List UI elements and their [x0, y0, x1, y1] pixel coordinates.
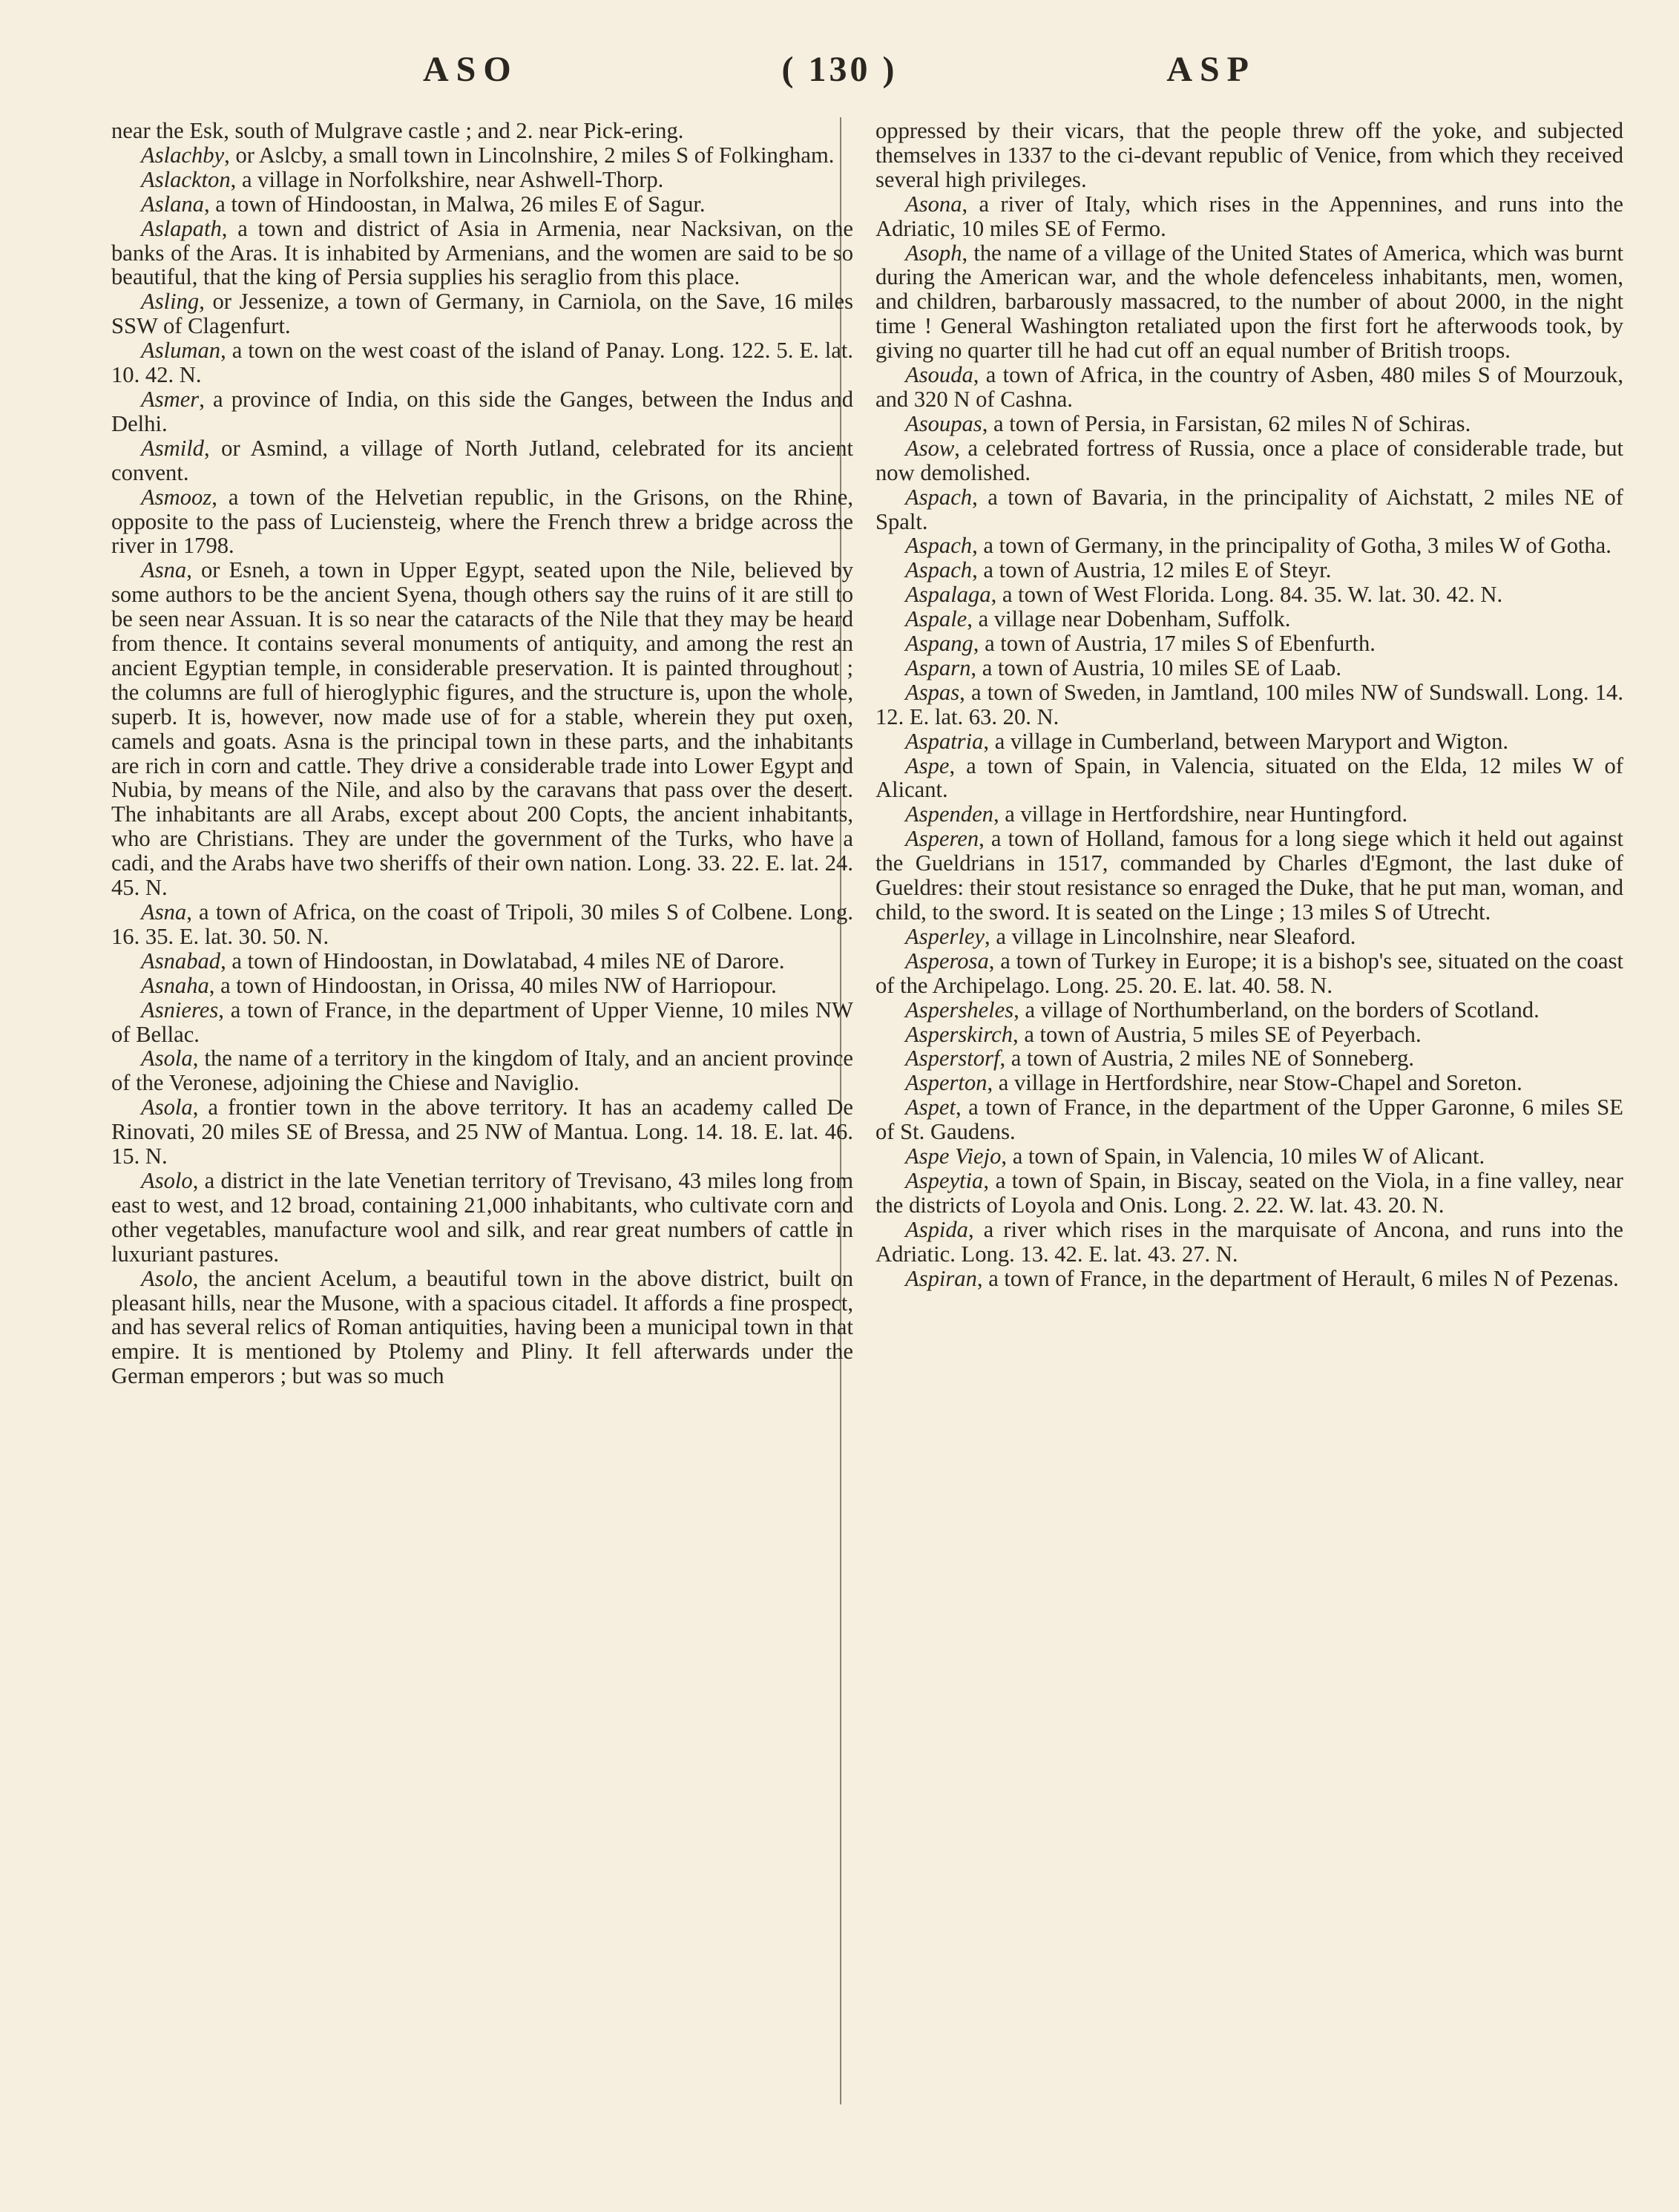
gazetteer-entry — [111, 558, 853, 900]
gazetteer-entry — [875, 485, 1623, 534]
entry-text: , a province of India, on this side the Ganges, between the Indus and Delhi. — [111, 386, 853, 436]
gazetteer-entry — [875, 729, 1623, 754]
entry-headword: Asnabad — [141, 948, 221, 974]
page-number: ( 130 ) — [781, 50, 898, 89]
entry-headword: Aspach — [905, 533, 973, 559]
entry-headword: Aspersheles — [905, 997, 1014, 1023]
entry-headword: Aspatria — [905, 728, 984, 754]
gazetteer-entry — [875, 1144, 1623, 1169]
gazetteer-entry — [875, 1218, 1623, 1267]
gazetteer-entry — [111, 1046, 853, 1095]
entry-headword: Asolo — [141, 1265, 193, 1291]
entry-headword: Aspach — [905, 484, 973, 510]
gazetteer-entry — [875, 558, 1623, 582]
entry-headword: Aslackton — [141, 166, 231, 192]
entry-headword: Asling — [141, 289, 200, 315]
entry-headword: Asoph — [905, 240, 962, 266]
gazetteer-entry — [875, 534, 1623, 558]
entry-headword: Aslachby — [141, 142, 225, 168]
gazetteer-entry — [875, 1267, 1623, 1291]
entry-text: , a town of Spain, in Biscay, seated on the Viola, in a fine valley, near the districts of Loyola and Onis. Long. 2. 22. W. lat. 43. 20. N. — [875, 1167, 1623, 1218]
entry-text: , a celebrated fortress of Russia, once a place of considerable trade, but now demolished. — [875, 435, 1623, 485]
running-head — [111, 49, 1568, 101]
entry-text: , a town of Africa, in the country of Asben, 480 miles S of Mourzouk, and 320 N of Cashna. — [875, 362, 1623, 412]
gazetteer-entry — [875, 925, 1623, 949]
entry-text: , a river which rises in the marquisate of Ancona, and runs into the Adriatic. Long. 13. 42. E. lat. 43. 27. N. — [875, 1216, 1623, 1267]
entry-headword: Aspalaga — [905, 582, 991, 608]
entry-headword: Asola — [141, 1046, 193, 1071]
entry-headword: Asparn — [905, 654, 971, 680]
entry-text: , a town of Hindoostan, in Dowlatabad, 4 miles NE of Darore. — [220, 948, 785, 974]
entry-text: , a town of France, in the department of the Upper Garonne, 6 miles SE of St. Gaudens. — [875, 1094, 1623, 1145]
entry-headword: Asna — [141, 557, 187, 583]
entry-text: , a village in Norfolkshire, near Ashwell-Thorp. — [230, 166, 664, 192]
entry-text: , a town of Sweden, in Jamtland, 100 miles NW of Sundswall. Long. 14. 12. E. lat. 63. 20. N. — [875, 679, 1623, 729]
entry-text: , a town of Austria, 17 miles S of Ebenfurth. — [973, 631, 1376, 657]
entry-headword: Asow — [905, 435, 955, 461]
gazetteer-entry — [111, 974, 853, 998]
entry-headword: Asna — [141, 899, 187, 925]
entry-text: , the name of a territory in the kingdom of Italy, and an ancient province of the Veronese, adjoining the Chiese and Naviglio. — [111, 1046, 853, 1096]
gazetteer-entry — [111, 436, 853, 485]
entry-text: , a town of Germany, in the principality of Gotha, 3 miles W of Gotha. — [972, 533, 1611, 559]
gazetteer-entry — [875, 1169, 1623, 1218]
header-right-guide-word: ASP — [1166, 50, 1256, 89]
gazetteer-entry — [875, 754, 1623, 803]
entry-text: , a town of Hindoostan, in Malwa, 26 miles E of Sagur. — [203, 191, 706, 217]
gazetteer-entry — [875, 949, 1623, 998]
gazetteer-entry — [875, 363, 1623, 412]
entry-text: , the ancient Acelum, a beautiful town in the above district, built on pleasant hills, near the Musone, with a spacious citadel. It affords a fine prospect, and has several relics of Roman antiquities, having been a municipal town in that empire. It is mentioned by Ptolemy and Pliny. It fell afterwards under the German emperors ; but was so much — [111, 1265, 853, 1389]
gazetteer-entry — [111, 168, 853, 192]
entry-headword: Asmer — [141, 386, 200, 412]
entry-text: , a town of Bavaria, in the principality of Aichstatt, 2 miles NE of Spalt. — [875, 484, 1623, 534]
gazetteer-entry — [875, 1071, 1623, 1095]
entry-text: , a town of the Helvetian republic, in the Grisons, on the Rhine, opposite to the pass of Luciensteig, where the French threw a bridge across the river in 1798. — [111, 484, 853, 559]
entry-headword: Asperskirch — [905, 1021, 1013, 1047]
gazetteer-entry — [875, 1046, 1623, 1071]
gazetteer-entry — [111, 119, 853, 143]
gazetteer-entry — [875, 582, 1623, 607]
gazetteer-entry — [111, 998, 853, 1047]
entry-headword: Aspenden — [905, 801, 993, 827]
entry-headword: Asola — [141, 1094, 193, 1120]
entry-headword: Aspas — [905, 679, 960, 705]
entry-text: , a village in Hertfordshire, near Huntingford. — [993, 801, 1408, 827]
gazetteer-entry — [875, 119, 1623, 192]
entry-text: , or Esneh, a town in Upper Egypt, seated upon the Nile, believed by some authors to be the ancient Syena, though others say the ruins of it are still to be seen near Assuan. It is so near the cataracts of the Nile that they may be heard from thence. It contains several monuments of antiquity, and among the rest an ancient Egyptian temple, in considerable preservation. It is painted throughout ; the columns are full of hieroglyphic figures, and the structure is, upon the whole, superb. It is, however, now made use of for a stable, wherein they put oxen, camels and goats. Asna is the principal town in these parts, and the inhabitants are rich in corn and cattle. They drive a considerable trade into Lower Egypt and Nubia, by means of the Nile, and also by the caravans that pass over the desert. The inhabitants are all Arabs, except about 200 Copts, the ancient inhabitants, who are Christians. They are under the government of the Turks, who have a cadi, and the Arabs have two sheriffs of their own nation. Long. 33. 22. E. lat. 24. 45. N. — [111, 557, 853, 901]
gazetteer-entry — [875, 656, 1623, 680]
gazetteer-entry — [875, 192, 1623, 241]
entry-headword: Asona — [905, 191, 962, 217]
entry-headword: Asmild — [141, 435, 204, 461]
gazetteer-entry — [875, 436, 1623, 485]
entry-text: , a town of Turkey in Europe; it is a bishop's see, situated on the coast of the Archipelago. Long. 25. 20. E. lat. 40. 58. N. — [875, 948, 1623, 998]
entry-text: , a town and district of Asia in Armenia, near Nacksivan, on the banks of the Aras. It is inhabited by Armenians, and the women are said to be so beautiful, that the king of Persia supplies his seraglio from this place. — [111, 215, 853, 290]
gazetteer-entry — [111, 1095, 853, 1169]
entry-text: , or Jessenize, a town of Germany, in Carniola, on the Save, 16 miles SSW of Clagenfurt. — [111, 289, 853, 339]
gazetteer-entry — [111, 289, 853, 338]
entry-headword: Asperen — [905, 826, 979, 852]
entry-text: , a town of Austria, 5 miles SE of Peyerbach. — [1013, 1021, 1422, 1047]
entry-headword: Aspale — [905, 606, 967, 632]
entry-headword: Asperley — [905, 923, 985, 949]
entry-headword: Asmooz — [141, 484, 212, 510]
gazetteer-entry — [111, 949, 853, 974]
header-left-guide-word: ASO — [423, 50, 519, 89]
gazetteer-entry — [875, 241, 1623, 364]
entry-text: , a frontier town in the above territory. It has an academy called De Rinovati, 20 miles SE of Bressa, and 25 NW of Mantua. Long. 14. 18. E. lat. 46. 15. N. — [111, 1094, 853, 1169]
gazetteer-entry — [111, 485, 853, 559]
entry-text: , a town of Holland, famous for a long siege which it held out against the Gueldrians in 1517, commanded by Charles d'Egmont, the last duke of Gueldres: their stout resistance so enraged the Duke, that he put man, woman, and child, to the sword. It is seated on the Linge ; 13 miles S of Utrecht. — [875, 826, 1623, 925]
entry-headword: Asperosa — [905, 948, 989, 974]
entry-text: , a town of Hindoostan, in Orissa, 40 miles NW of Harriopour. — [208, 972, 777, 998]
gazetteer-entry — [875, 827, 1623, 925]
entry-text: , a town of Spain, in Valencia, situated on the Elda, 12 miles W of Alicant. — [875, 752, 1623, 803]
entry-text: , a village in Cumberland, between Maryport and Wigton. — [983, 728, 1509, 754]
gazetteer-entry — [111, 387, 853, 436]
entry-headword: Aspida — [905, 1216, 968, 1242]
entry-text: near the Esk, south of Mulgrave castle ; and 2. near Pick-ering. — [111, 118, 684, 143]
gazetteer-entry — [111, 900, 853, 949]
entry-text: , a town of Austria, 2 miles NE of Sonneberg. — [999, 1046, 1415, 1071]
entry-text: oppressed by their vicars, that the people threw off the yoke, and subjected themselves in 1337 to the ci-devant republic of Venice, from which they received several high privileges. — [875, 118, 1623, 192]
entry-headword: Aslana — [141, 191, 204, 217]
entry-text: , a village in Hertfordshire, near Stow-Chapel and Soreton. — [987, 1070, 1522, 1096]
entry-text: , or Aslcby, a small town in Lincolnshire, 2 miles S of Folkingham. — [224, 142, 835, 168]
entry-text: , a town of Persia, in Farsistan, 62 miles N of Schiras. — [982, 410, 1471, 436]
entry-text: , or Asmind, a village of North Jutland, celebrated for its ancient convent. — [111, 435, 853, 485]
entry-headword: Aspe Viejo — [905, 1143, 1002, 1169]
gazetteer-entry — [875, 631, 1623, 656]
entry-headword: Aslapath — [141, 215, 222, 241]
entry-headword: Asolo — [141, 1167, 193, 1193]
entry-text: , a village in Lincolnshire, near Sleaford. — [985, 923, 1356, 949]
entry-headword: Asluman — [141, 338, 221, 364]
entry-headword: Aspach — [905, 557, 973, 583]
right-column — [875, 119, 1623, 1291]
entry-text: , a town of West Florida. Long. 84. 35. W. lat. 30. 42. N. — [990, 582, 1503, 608]
entry-headword: Aspeytia — [905, 1167, 984, 1193]
entry-text: , a village of Northumberland, on the borders of Scotland. — [1013, 997, 1540, 1023]
entry-text: , a river of Italy, which rises in the Appennines, and runs into the Adriatic, 10 miles SE of Fermo. — [875, 191, 1623, 241]
gazetteer-entry — [111, 217, 853, 290]
gazetteer-entry — [875, 412, 1623, 436]
entry-headword: Aspiran — [905, 1265, 977, 1291]
entry-text: , a town of Austria, 10 miles SE of Laab. — [970, 654, 1342, 680]
gazetteer-entry — [111, 143, 853, 168]
gazetteer-entry — [111, 1267, 853, 1389]
entry-text: , a town of France, in the department of Herault, 6 miles N of Pezenas. — [976, 1265, 1619, 1291]
entry-text: , a town on the west coast of the island of Panay. Long. 122. 5. E. lat. 10. 42. N. — [111, 338, 853, 388]
entry-text: , a town of France, in the department of Upper Vienne, 10 miles NW of Bellac. — [111, 997, 853, 1047]
entry-headword: Aspe — [905, 752, 950, 778]
gazetteer-entry — [111, 338, 853, 387]
entry-headword: Asouda — [905, 362, 973, 388]
entry-headword: Aspet — [905, 1094, 956, 1120]
gazetteer-entry — [875, 607, 1623, 631]
entry-text: , a village near Dobenham, Suffolk. — [967, 606, 1291, 632]
gazetteer-entry — [111, 192, 853, 217]
entry-headword: Aspang — [905, 631, 973, 657]
gazetteer-entry — [875, 802, 1623, 827]
entry-text: , the name of a village of the United States of America, which was burnt during the American war, and the whole defenceless inhabitants, men, women, and children, barbarously massacred, to the number of about 2000, in the night time ! General Washington retaliated upon the first fort he afterwoods took, by giving no quarter till he had cut off an equal number of British troops. — [875, 240, 1623, 364]
entry-headword: Asperton — [905, 1070, 988, 1096]
gazetteer-entry — [111, 1169, 853, 1267]
entry-text: , a town of Austria, 12 miles E of Steyr. — [972, 557, 1332, 583]
entry-text: , a district in the late Venetian territory of Trevisano, 43 miles long from east to west, and 12 broad, containing 21,000 inhabitants, who cultivate corn and other vegetables, manufacture wool and silk, and rear great numbers of cattle in luxuriant pastures. — [111, 1167, 853, 1267]
gazetteer-entry — [875, 1023, 1623, 1047]
entry-headword: Asnaha — [141, 972, 209, 998]
entry-text: , a town of Spain, in Valencia, 10 miles W of Alicant. — [1001, 1143, 1485, 1169]
gazetteer-entry — [875, 998, 1623, 1023]
left-column — [111, 119, 853, 1388]
entry-headword: Asnieres — [141, 997, 219, 1023]
entry-headword: Asoupas — [905, 410, 982, 436]
entry-headword: Asperstorf — [905, 1046, 1000, 1071]
gazetteer-entry — [875, 1095, 1623, 1144]
gazetteer-entry — [875, 680, 1623, 729]
entry-text: , a town of Africa, on the coast of Tripoli, 30 miles S of Colbene. Long. 16. 35. E. lat. 30. 50. N. — [111, 899, 853, 949]
